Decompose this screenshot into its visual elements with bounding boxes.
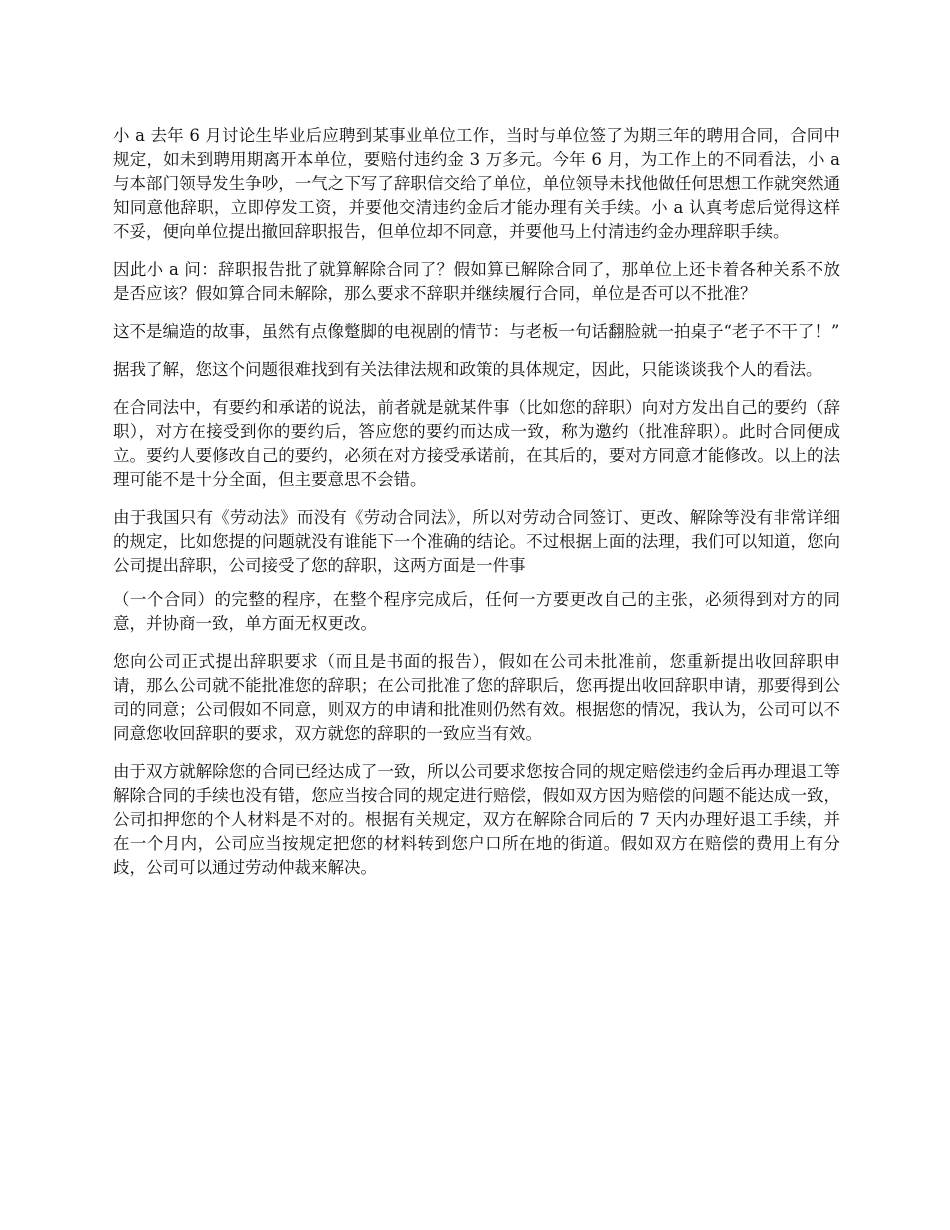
- paragraph-4: 据我了解，您这个问题很难找到有关法律法规和政策的具体规定，因此，只能谈谈我个人的看法。: [113, 360, 823, 379]
- paragraph-2: 因此小 a 问：辞职报告批了就算解除合同了？假如算已解除合同了，那单位上还卡着各种关系不放是否应该？假如算合同未解除，那么要求不辞职并继续履行合同，单位是否可以不批准？: [113, 260, 840, 303]
- paragraph-1: 小 a 去年 6 月讨论生毕业后应聘到某事业单位工作，当时与单位签了为期三年的聘用合同，合同中规定，如未到聘用期离开本单位，要赔付违约金 3 万多元。今年 6 月，为工作上的不同看法，小 a 与本部门领导发生争吵，一气之下写了辞职信交给了单位，单位领导未找他做任何思想工作就突然通知同意他辞职，立即停发工资，并要他交清违约金后才能办理有关手续。小 a 认真考虑后觉得这样不妥，便向单位提出撤回辞职报告，但单位却不同意，并要他马上付清违约金办理辞职手续。: [113, 126, 840, 241]
- paragraph-9: 由于双方就解除您的合同已经达成了一致，所以公司要求您按合同的规定赔偿违约金后再办理退工等解除合同的手续也没有错，您应当按合同的规定进行赔偿，假如双方因为赔偿的问题不能达成一致，公司扣押您的个人材料是不对的。根据有关规定，双方在解除合同后的 7 天内办理好退工手续，并在一个月内，公司应当按规定把您的材料转到您户口所在地的街道。假如双方在赔偿的费用上有分歧，公司可以通过劳动仲裁来解决。: [113, 762, 840, 877]
- paragraph-6: 由于我国只有《劳动法》而没有《劳动合同法》，所以对劳动合同签订、更改、解除等没有非常详细的规定，比如您提的问题就没有谁能下一个准确的结论。不过根据上面的法理，我们可以知道，您向公司提出辞职，公司接受了您的辞职，这两方面是一件事: [113, 508, 840, 575]
- paragraph-8: 您向公司正式提出辞职要求（而且是书面的报告），假如在公司未批准前，您重新提出收回辞职申请，那么公司就不能批准您的辞职；在公司批准了您的辞职后，您再提出收回辞职申请，那要得到公司的同意；公司假如不同意，则双方的申请和批准则仍然有效。根据您的情况，我认为，公司可以不同意您收回辞职的要求，双方就您的辞职的一致应当有效。: [113, 652, 840, 743]
- document-body: [113, 124, 840, 894]
- paragraph-7: （一个合同）的完整的程序，在整个程序完成后，任何一方要更改自己的主张，必须得到对方的同意，并协商一致，单方面无权更改。: [113, 590, 840, 633]
- paragraph-3: 这不是编造的故事，虽然有点像蹩脚的电视剧的情节：与老板一句话翻脸就一拍桌子“老子不干了！”: [113, 322, 840, 341]
- paragraph-5: 在合同法中，有要约和承诺的说法，前者就是就某件事（比如您的辞职）向对方发出自己的要约（辞职），对方在接受到你的要约后，答应您的要约而达成一致，称为邀约（批准辞职）。此时合同便成立。要约人要修改自己的要约，必须在对方接受承诺前，在其后的，要对方同意才能修改。以上的法理可能不是十分全面，但主要意思不会错。: [113, 398, 840, 489]
